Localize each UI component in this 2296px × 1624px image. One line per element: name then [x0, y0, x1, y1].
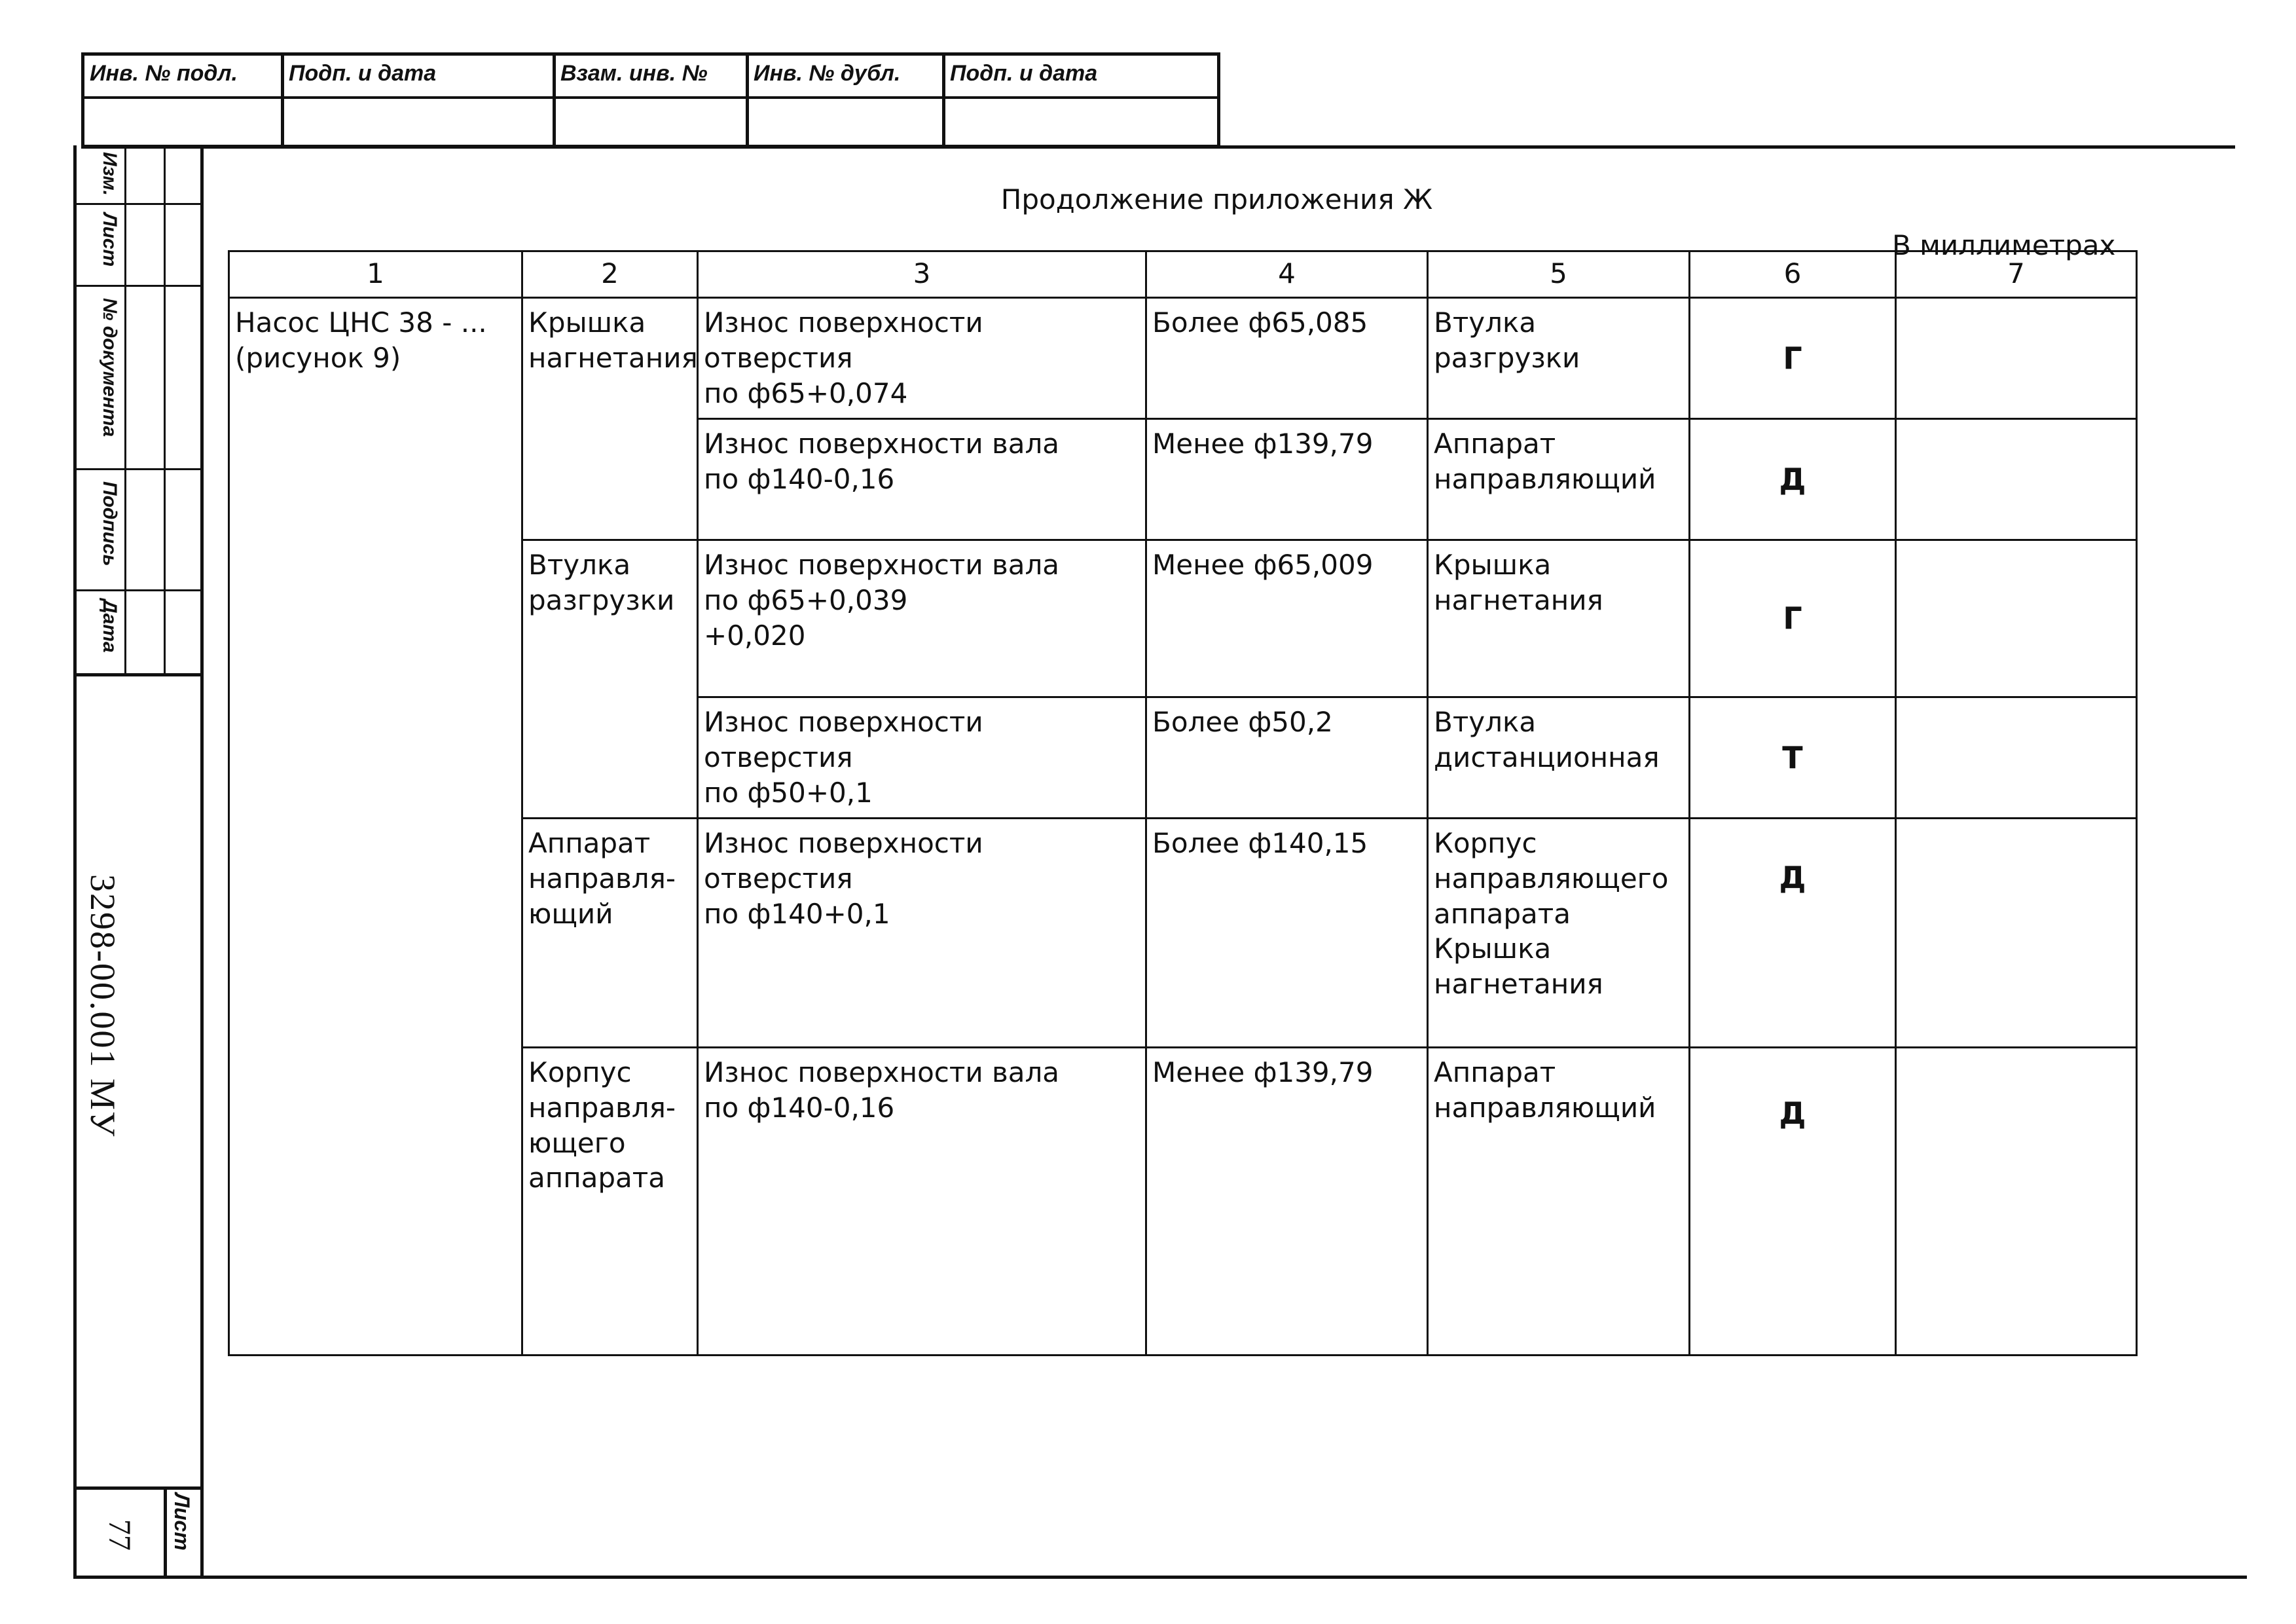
stamp-inv-original-label: Инв. № подл. — [90, 61, 238, 86]
defect-cell: Износ поверхности вала по ф65+0,039 +0,020 — [698, 540, 1146, 697]
sidebar-column-divider — [124, 145, 126, 674]
sidebar-label-date: Дата — [99, 599, 120, 653]
note-cell — [1896, 1048, 2137, 1356]
frame-sidebar-border — [200, 145, 204, 1577]
table-header-row — [229, 251, 2137, 298]
sidebar-label-document: № документа — [99, 298, 120, 437]
frame-top-line — [81, 145, 2235, 149]
defects-table — [228, 250, 2138, 1356]
column-header: 7 — [1896, 251, 2137, 298]
sidebar-row-divider — [73, 468, 202, 470]
stamp-separator — [942, 56, 945, 145]
note-cell — [1896, 298, 2137, 419]
page-title: Продолжение приложения Ж — [1000, 183, 1433, 215]
note-cell — [1896, 540, 2137, 697]
sidebar-column-divider — [164, 145, 166, 674]
category-cell: Г — [1690, 540, 1896, 697]
defect-cell: Износ поверхности вала по ф140-0,16 — [698, 419, 1146, 540]
defect-cell: Износ поверхности отверстия по ф65+0,074 — [698, 298, 1146, 419]
stamp-separator — [553, 56, 556, 145]
part-cell: Крышка нагнетания — [522, 298, 698, 540]
limit-cell: Менее ф139,79 — [1146, 1048, 1428, 1356]
stamp-separator — [281, 56, 284, 145]
part-cell: Корпус направля- ющего аппарата — [522, 1048, 698, 1356]
mating-part-cell: Втулка дистанционная — [1428, 697, 1690, 819]
limit-cell: Более ф65,085 — [1146, 298, 1428, 419]
sidebar-sheet-divider — [73, 1486, 202, 1490]
sheet-number: 77 — [102, 1519, 137, 1551]
sheet-label: Лист — [170, 1493, 194, 1551]
stamp-inv-duplicate-label: Инв. № дубл. — [754, 61, 901, 86]
mating-part-cell: Втулка разгрузки — [1428, 298, 1690, 419]
sidebar-row-divider — [73, 589, 202, 591]
column-header: 1 — [229, 251, 522, 298]
mating-part-cell: Аппарат направляющий — [1428, 419, 1690, 540]
stamp-separator — [746, 56, 749, 145]
column-header: 6 — [1690, 251, 1896, 298]
column-header: 4 — [1146, 251, 1428, 298]
defect-cell: Износ поверхности отверстия по ф50+0,1 — [698, 697, 1146, 819]
note-cell — [1896, 819, 2137, 1048]
category-cell: Т — [1690, 697, 1896, 819]
category-cell: Д — [1690, 1048, 1896, 1356]
sidebar-label-change: Изм. — [99, 152, 120, 196]
frame-bottom-line — [73, 1576, 2247, 1579]
note-cell — [1896, 419, 2137, 540]
approval-stamp — [81, 52, 1220, 148]
limit-cell: Более ф50,2 — [1146, 697, 1428, 819]
mating-part-cell: Аппарат направляющий — [1428, 1048, 1690, 1356]
sidebar-sheet-column — [164, 1486, 167, 1577]
part-cell: Втулка разгрузки — [522, 540, 698, 819]
sidebar-label-sheet: Лист — [99, 213, 120, 267]
defect-cell: Износ поверхности отверстия по ф140+0,1 — [698, 819, 1146, 1048]
stamp-replacement-inv-label: Взам. инв. № — [560, 61, 708, 86]
mating-part-cell: Крышка нагнетания — [1428, 540, 1690, 697]
stamp-signature-date-label: Подп. и дата — [289, 61, 437, 86]
document-number: 3298-00.001 МУ — [83, 874, 122, 1138]
sidebar-block-divider — [73, 673, 202, 676]
mating-part-cell: Корпус направляющего аппарата Крышка нагнетания — [1428, 819, 1690, 1048]
sidebar-label-signature: Подпись — [99, 481, 120, 566]
stamp-divider — [84, 96, 1217, 99]
part-cell: Аппарат направля- ющий — [522, 819, 698, 1048]
pump-name-cell: Насос ЦНС 38 - ... (рисунок 9) — [229, 298, 522, 1356]
defect-cell: Износ поверхности вала по ф140-0,16 — [698, 1048, 1146, 1356]
note-cell — [1896, 697, 2137, 819]
column-header: 2 — [522, 251, 698, 298]
limit-cell: Более ф140,15 — [1146, 819, 1428, 1048]
limit-cell: Менее ф139,79 — [1146, 419, 1428, 540]
category-cell: Д — [1690, 419, 1896, 540]
stamp-signature-date-label-2: Подп. и дата — [950, 61, 1098, 86]
units-note: В миллиметрах — [1892, 229, 2116, 261]
sidebar-row-divider — [73, 285, 202, 287]
column-header: 3 — [698, 251, 1146, 298]
frame-left-border — [73, 145, 77, 1577]
category-cell: Д — [1690, 819, 1896, 1048]
column-header: 5 — [1428, 251, 1690, 298]
table-row — [229, 298, 2137, 419]
category-cell: Г — [1690, 298, 1896, 419]
limit-cell: Менее ф65,009 — [1146, 540, 1428, 697]
